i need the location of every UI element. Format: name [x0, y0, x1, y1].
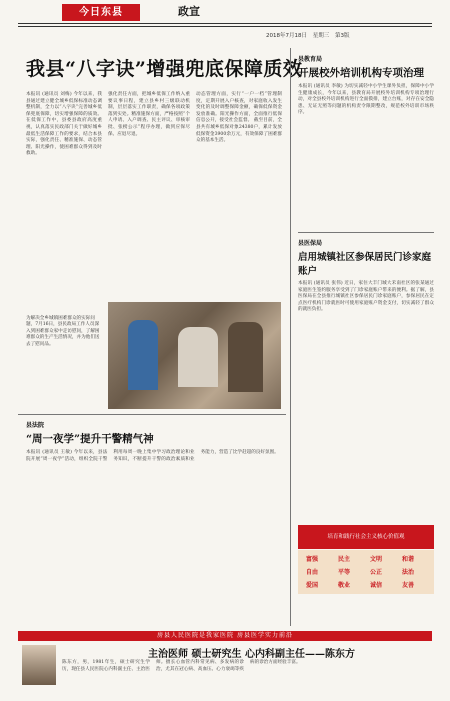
- issue-meta: [262, 31, 350, 39]
- story-headline: “周一夜学”提升干警精气神: [26, 433, 154, 445]
- feature-bar: 房县人民医院是我家医院 房县医学实力前沿: [18, 631, 432, 641]
- value-word: 爱国: [306, 582, 319, 589]
- value-word: 和谐: [402, 556, 415, 563]
- story-tag: 县医保局: [298, 240, 323, 247]
- story-headline: 启用城镇社区参保居民门诊家庭账户: [298, 252, 432, 277]
- value-word: 文明: [370, 556, 383, 563]
- feature-headline: 主治医师 硕士研究生 心内科副主任——陈东方: [148, 649, 355, 660]
- value-word: 法治: [402, 569, 415, 576]
- story-body: 本报讯 (通讯员 李敏) 为切实减轻中小学生课外负担，保障中小学生健康成长，今年以来，县教育局开展校外培训机构专项治理行动，对全县校外培训机构进行全面摸排，建立台账，对存在安全隐患、无证无照等问题的机构责令限期整改，规范校外培训市场秩序。: [298, 84, 434, 116]
- section-title: 政宣: [178, 5, 200, 18]
- story-body: 本报讯 (通讯员 张伟) 近日，家住大丰门城大禾南社区的张某通过家庭医生签约服务享受到了门诊家庭账户带来的便利。据了解，县医保局在全县推行城镇社区参保居民门诊家庭账户，参保居民在定点医疗机构门诊就医时可使用家庭账户资金支付，切实减轻了群众的就医负担。: [298, 281, 434, 313]
- story-court: [26, 420, 282, 610]
- issue-date: 2018年7月18日: [266, 33, 307, 39]
- story-tag: 县教育局: [298, 56, 323, 63]
- photo-caption: 为解决全乡城镇困难群众的实际问题，7月16日，县民政局工作人员深入到困难群众家中走访慰问，了解困难群众的生产生活情况，并为他们送去了慰问品。: [26, 316, 100, 347]
- main-paragraph: 截至目前，全县共有城乡低保对象24380户，累计发放低保资金3900余万元，有效保障了困难群众的基本生活。: [196, 118, 282, 144]
- value-word: 富强: [306, 556, 319, 563]
- masthead-logo: 今日东县: [62, 4, 140, 21]
- section-divider: [18, 414, 286, 415]
- page-header: [0, 0, 450, 44]
- story-hospital: [298, 238, 434, 314]
- column-divider: [290, 48, 291, 626]
- issue-weekday: 星期三: [312, 33, 330, 39]
- news-photo: [108, 302, 281, 409]
- photo-person: [178, 327, 218, 387]
- main-paragraph: 在低保工作中，县委县政府高度重视，认真落实民政部门关于做好城乡最低生活保障工作的要求，结合本县实际，强化责任、精准施保、动态管理、阳光操作，使困难群众得到及时救助。: [26, 118, 102, 157]
- value-word: 诚信: [370, 582, 383, 589]
- story-body: 本报讯 (通讯员 王敏) 今年以来，县法院开展“周一夜学”活动，组织全院干警利用每周一晚上集中学习政治理论和业务知识，不断提升干警的政治素质和业务能力，营造了比学赶超的良好氛围。: [26, 450, 279, 462]
- main-paragraph: 强化责任方面，把城乡低保工作纳入重要议事日程，建立县乡村三级联动机制，层层落实工作职责，确保各项政策落到实处。精准施保方面，严格按照“个人申请、入户调查、民主评议、审核审批、张榜公示”程序办理，做到应保尽保、应退尽退。: [108, 92, 190, 137]
- value-word: 友善: [402, 582, 415, 589]
- header-rule-2: [18, 26, 432, 27]
- core-values-grid: [298, 550, 434, 594]
- main-article-col-1: [26, 92, 102, 158]
- header-rule: [18, 23, 432, 24]
- value-word: 敬业: [338, 582, 351, 589]
- story-tag: 县法院: [26, 422, 45, 429]
- main-byline: 本报讯 (通讯员 刘梅): [26, 92, 72, 97]
- story-headline: 开展校外培训机构专项治理: [298, 67, 424, 79]
- doctor-portrait: [22, 645, 56, 685]
- value-word: 公正: [370, 569, 383, 576]
- story-training: [298, 54, 434, 117]
- feature-body: 陈东方，男，1981年生，硕士研究生学历，现任县人民医院心内科副主任、主治医师。擅长心血管内科常见病、多发病的诊治，尤其在冠心病、高血压、心力衰竭等疾病的诊治方面经验丰富。: [62, 660, 301, 672]
- issue-page: 第3版: [335, 33, 350, 39]
- main-article-col-2: [108, 92, 190, 138]
- photo-person: [228, 322, 263, 392]
- photo-person: [128, 320, 158, 390]
- main-headline: 我县“八字诀”增强兜底保障质效: [26, 58, 303, 80]
- main-article-col-3: [196, 92, 282, 145]
- values-banner: 培育和践行社会主义核心价值观: [298, 525, 434, 549]
- value-word: 民主: [338, 556, 351, 563]
- main-paragraph: 今年以来，我县通过建立健全城乡低保标准动态调整机制，全力以“八字诀”完善城乡低保兜底保障，切实增强保障的质效。: [26, 92, 102, 117]
- value-word: 平等: [338, 569, 351, 576]
- value-word: 自由: [306, 569, 319, 576]
- main-paragraph: 动态管理方面，实行“一户一档”管理制度，定期开展入户核查，对家庭收入发生变化的及时调整保障金额，确保低保资金发放准确。阳光操作方面，全面推行低保信息公开，接受社会监督。: [196, 92, 282, 124]
- section-divider: [298, 232, 434, 233]
